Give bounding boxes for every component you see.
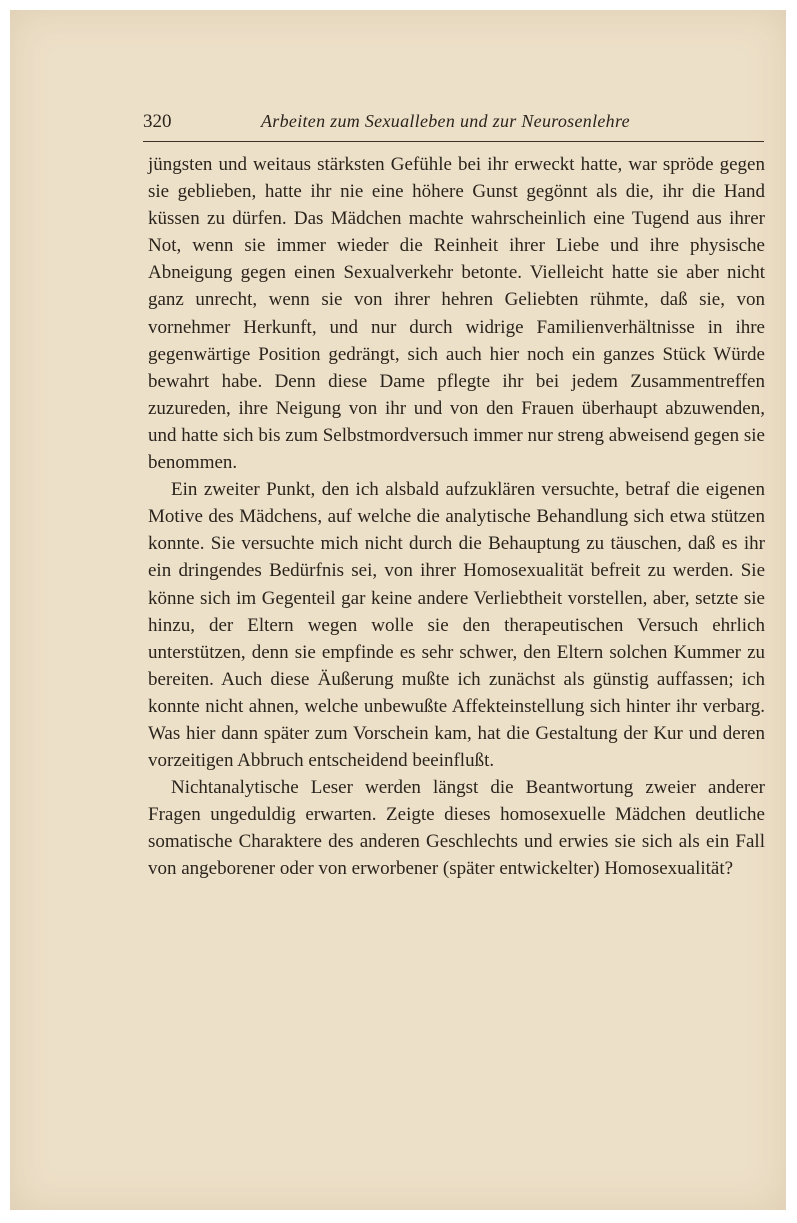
book-page [10,10,786,1210]
paragraph: Nichtanalytische Leser werden längst die Beantwortung zweier anderer Fragen ungeduldig erwarten. Zeigte dieses homosexuelle Mädchen deutliche somatische Charaktere des anderen Geschlechts und erwies sie sich als ein Fall von angeborener oder von erworbener (später entwickelter) Homosexualität? [148,777,765,880]
header-rule [143,141,764,142]
paragraph: Ein zweiter Punkt, den ich alsbald aufzuklären versuchte, betraf die eigenen Motive des Mädchens, auf welche die analytische Behandlung sich etwa stützen konnte. Sie versuchte mich nicht durch die Behauptung zu täuschen, daß es ihr ein dringendes Bedürfnis sei, von ihrer Homosexualität befreit zu werden. Sie könne sich im Gegenteil gar keine andere Verliebtheit vorstellen, aber, setzte sie hinzu, der Eltern wegen wolle sie den therapeutischen Versuch ehrlich unterstützen, denn sie empfinde es sehr schwer, den Eltern solchen Kummer zu bereiten. Auch diese Äußerung mußte ich zunächst als günstig auffassen; ich konnte nicht ahnen, welche unbewußte Affekteinstellung sich hinter ihr verbarg. Was hier dann später zum Vorschein kam, hat die Gestaltung der Kur und deren vorzeitigen Abbruch entscheidend beeinflußt. [148,479,765,772]
page-header [143,111,764,139]
running-title: Arbeiten zum Sexualleben und zur Neurosenlehre [261,111,630,131]
paragraph: jüngsten und weitaus stärksten Gefühle bei ihr erweckt hatte, war spröde gegen sie geblieben, hatte ihr nie eine höhere Gunst gegönnt als die, ihr die Hand küssen zu dürfen. Das Mädchen machte wahrscheinlich eine Tugend aus ihrer Not, wenn sie immer wieder die Reinheit ihrer Liebe und ihre physische Abneigung gegen einen Sexualverkehr betonte. Vielleicht hatte sie aber nicht ganz unrecht, wenn sie von ihrer hehren Geliebten rühmte, daß sie, von vornehmer Herkunft, und nur durch widrige Familienverhältnisse in ihre gegenwärtige Position gedrängt, sich auch hier noch ein ganzes Stück Würde bewahrt habe. Denn diese Dame pflegte ihr bei jedem Zusammentreffen zuzureden, ihre Neigung von ihr und von den Frauen überhaupt abzuwenden, und hatte sich bis zum Selbstmordversuch immer nur streng abweisend gegen sie benommen. [148,154,765,474]
body-text [148,151,765,883]
page-number: 320 [143,111,172,132]
